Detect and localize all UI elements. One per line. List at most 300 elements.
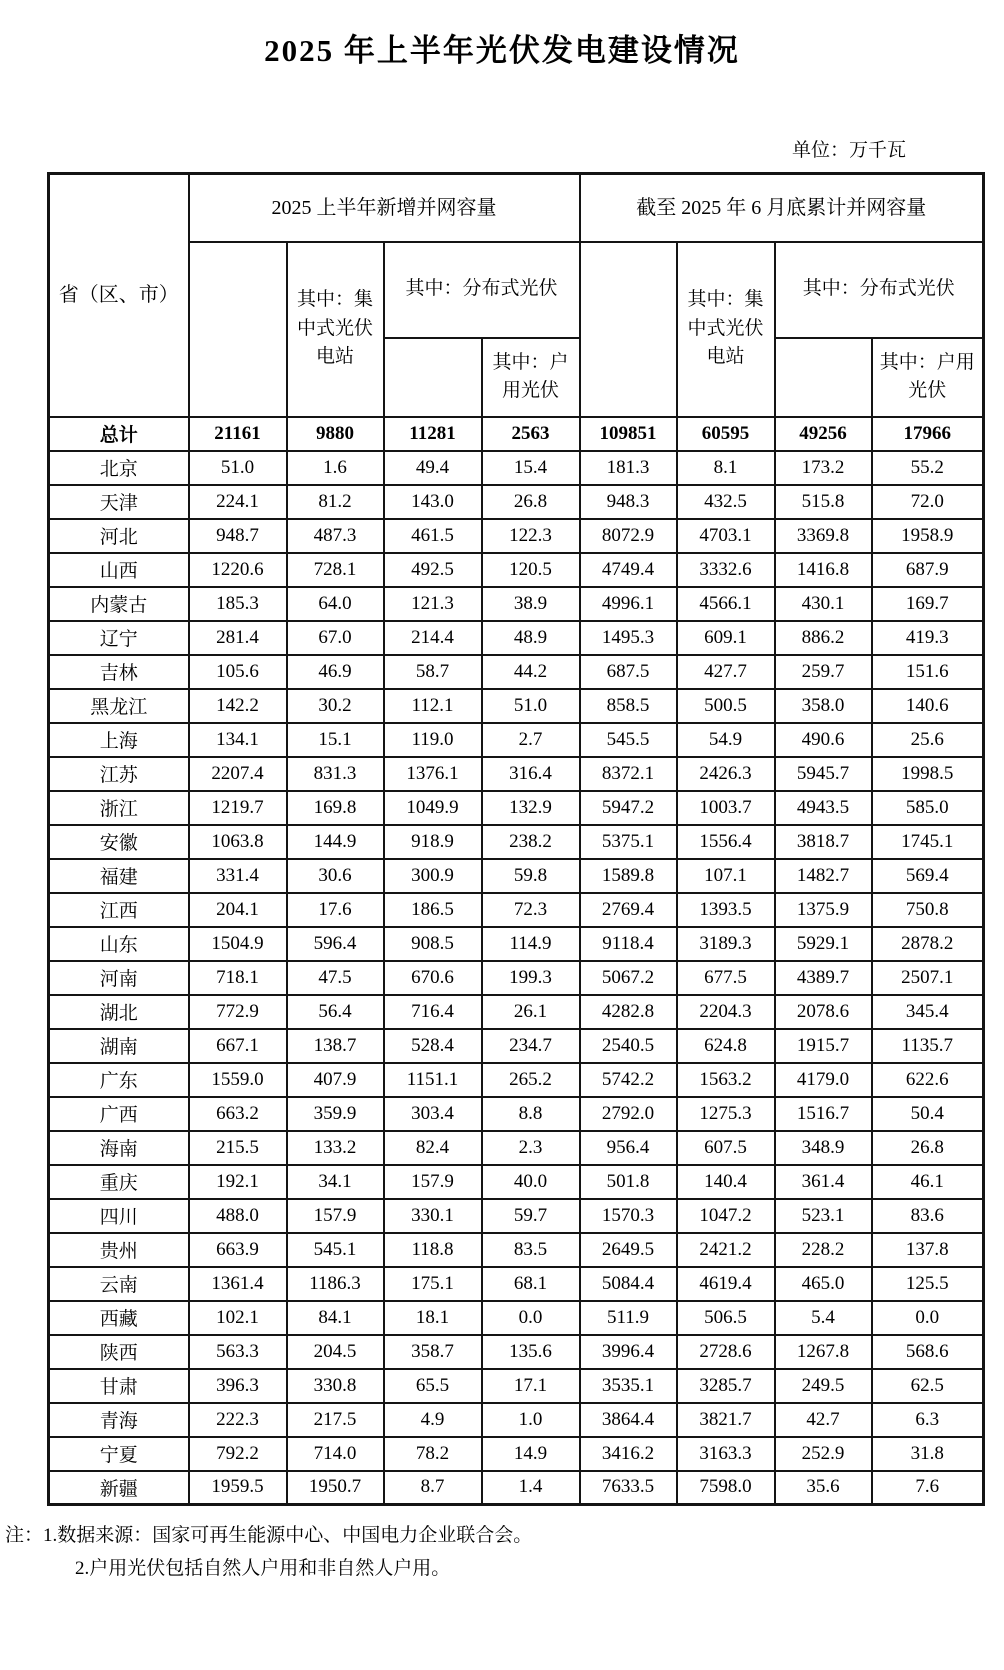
capacity-value: 54.9	[677, 723, 775, 757]
capacity-value: 1393.5	[677, 893, 775, 927]
province-label: 湖南	[49, 1029, 189, 1063]
province-label: 云南	[49, 1267, 189, 1301]
table-row	[49, 927, 984, 961]
capacity-value: 137.8	[872, 1233, 984, 1267]
subheader-new-centralized: 其中：集中式光伏电站	[287, 242, 384, 417]
capacity-value: 49256	[775, 417, 872, 451]
capacity-value: 361.4	[775, 1165, 872, 1199]
capacity-value: 663.2	[189, 1097, 287, 1131]
capacity-value: 105.6	[189, 655, 287, 689]
province-label: 山西	[49, 553, 189, 587]
capacity-value: 175.1	[384, 1267, 482, 1301]
capacity-value: 596.4	[287, 927, 384, 961]
capacity-value: 199.3	[482, 961, 580, 995]
capacity-value: 348.9	[775, 1131, 872, 1165]
capacity-value: 609.1	[677, 621, 775, 655]
capacity-value: 461.5	[384, 519, 482, 553]
blank-header-cum-total	[580, 242, 677, 417]
capacity-value: 112.1	[384, 689, 482, 723]
table-row	[49, 655, 984, 689]
capacity-value: 55.2	[872, 451, 984, 485]
province-label: 安徽	[49, 825, 189, 859]
table-row	[49, 1165, 984, 1199]
capacity-value: 31.8	[872, 1437, 984, 1471]
capacity-value: 72.3	[482, 893, 580, 927]
capacity-value: 1220.6	[189, 553, 287, 587]
capacity-value: 1186.3	[287, 1267, 384, 1301]
capacity-value: 330.1	[384, 1199, 482, 1233]
capacity-value: 21161	[189, 417, 287, 451]
capacity-value: 918.9	[384, 825, 482, 859]
capacity-value: 1063.8	[189, 825, 287, 859]
province-label: 甘肃	[49, 1369, 189, 1403]
capacity-value: 134.1	[189, 723, 287, 757]
capacity-value: 501.8	[580, 1165, 677, 1199]
capacity-value: 26.1	[482, 995, 580, 1029]
capacity-value: 7633.5	[580, 1471, 677, 1505]
capacity-value: 62.5	[872, 1369, 984, 1403]
capacity-value: 2507.1	[872, 961, 984, 995]
capacity-value: 9118.4	[580, 927, 677, 961]
capacity-value: 677.5	[677, 961, 775, 995]
capacity-value: 3818.7	[775, 825, 872, 859]
province-label: 浙江	[49, 791, 189, 825]
table-row	[49, 1267, 984, 1301]
capacity-value: 169.7	[872, 587, 984, 621]
capacity-value: 67.0	[287, 621, 384, 655]
capacity-value: 11281	[384, 417, 482, 451]
capacity-value: 718.1	[189, 961, 287, 995]
capacity-value: 109851	[580, 417, 677, 451]
capacity-value: 222.3	[189, 1403, 287, 1437]
capacity-value: 281.4	[189, 621, 287, 655]
province-label: 上海	[49, 723, 189, 757]
capacity-value: 8072.9	[580, 519, 677, 553]
table-row	[49, 587, 984, 621]
capacity-value: 121.3	[384, 587, 482, 621]
capacity-value: 5.4	[775, 1301, 872, 1335]
capacity-value: 186.5	[384, 893, 482, 927]
capacity-value: 687.5	[580, 655, 677, 689]
capacity-value: 192.1	[189, 1165, 287, 1199]
capacity-value: 831.3	[287, 757, 384, 791]
capacity-value: 358.0	[775, 689, 872, 723]
capacity-value: 3996.4	[580, 1335, 677, 1369]
table-row	[49, 961, 984, 995]
capacity-value: 30.6	[287, 859, 384, 893]
subheader-new-household: 其中：户用光伏	[482, 338, 580, 417]
subheader-new-distributed: 其中：分布式光伏	[384, 242, 580, 338]
capacity-value: 3163.3	[677, 1437, 775, 1471]
capacity-value: 523.1	[775, 1199, 872, 1233]
capacity-value: 249.5	[775, 1369, 872, 1403]
table-row	[49, 723, 984, 757]
capacity-value: 107.1	[677, 859, 775, 893]
capacity-value: 407.9	[287, 1063, 384, 1097]
capacity-value: 515.8	[775, 485, 872, 519]
capacity-value: 3535.1	[580, 1369, 677, 1403]
capacity-value: 500.5	[677, 689, 775, 723]
capacity-value: 908.5	[384, 927, 482, 961]
capacity-value: 2769.4	[580, 893, 677, 927]
capacity-value: 1563.2	[677, 1063, 775, 1097]
capacity-value: 1495.3	[580, 621, 677, 655]
capacity-value: 4389.7	[775, 961, 872, 995]
province-label: 湖北	[49, 995, 189, 1029]
capacity-value: 7.6	[872, 1471, 984, 1505]
table-row	[49, 1233, 984, 1267]
capacity-value: 300.9	[384, 859, 482, 893]
capacity-value: 42.7	[775, 1403, 872, 1437]
capacity-value: 26.8	[482, 485, 580, 519]
capacity-value: 359.9	[287, 1097, 384, 1131]
capacity-value: 140.6	[872, 689, 984, 723]
table-row	[49, 451, 984, 485]
capacity-value: 5947.2	[580, 791, 677, 825]
capacity-value: 716.4	[384, 995, 482, 1029]
province-label: 天津	[49, 485, 189, 519]
corner-header-province: 省（区、市）	[49, 173, 189, 417]
table-row	[49, 1437, 984, 1471]
capacity-value: 427.7	[677, 655, 775, 689]
capacity-value: 545.5	[580, 723, 677, 757]
province-label: 黑龙江	[49, 689, 189, 723]
capacity-value: 204.1	[189, 893, 287, 927]
table-row	[49, 1369, 984, 1403]
province-label: 福建	[49, 859, 189, 893]
capacity-value: 169.8	[287, 791, 384, 825]
table-row	[49, 893, 984, 927]
capacity-value: 17966	[872, 417, 984, 451]
capacity-value: 4179.0	[775, 1063, 872, 1097]
province-label: 青海	[49, 1403, 189, 1437]
table-body	[49, 417, 984, 1505]
capacity-value: 82.4	[384, 1131, 482, 1165]
province-label: 海南	[49, 1131, 189, 1165]
capacity-value: 215.5	[189, 1131, 287, 1165]
capacity-value: 1151.1	[384, 1063, 482, 1097]
capacity-value: 4943.5	[775, 791, 872, 825]
capacity-value: 49.4	[384, 451, 482, 485]
capacity-value: 2426.3	[677, 757, 775, 791]
table-row	[49, 689, 984, 723]
capacity-value: 181.3	[580, 451, 677, 485]
capacity-value: 563.3	[189, 1335, 287, 1369]
capacity-value: 303.4	[384, 1097, 482, 1131]
capacity-value: 4749.4	[580, 553, 677, 587]
province-label: 贵州	[49, 1233, 189, 1267]
capacity-value: 506.5	[677, 1301, 775, 1335]
capacity-value: 3332.6	[677, 553, 775, 587]
capacity-value: 40.0	[482, 1165, 580, 1199]
capacity-value: 1.4	[482, 1471, 580, 1505]
capacity-value: 1049.9	[384, 791, 482, 825]
capacity-value: 663.9	[189, 1233, 287, 1267]
capacity-value: 585.0	[872, 791, 984, 825]
capacity-value: 81.2	[287, 485, 384, 519]
capacity-value: 487.3	[287, 519, 384, 553]
capacity-value: 492.5	[384, 553, 482, 587]
capacity-value: 345.4	[872, 995, 984, 1029]
capacity-value: 714.0	[287, 1437, 384, 1471]
capacity-value: 35.6	[775, 1471, 872, 1505]
capacity-value: 1482.7	[775, 859, 872, 893]
capacity-value: 2.7	[482, 723, 580, 757]
capacity-value: 7598.0	[677, 1471, 775, 1505]
capacity-value: 956.4	[580, 1131, 677, 1165]
capacity-value: 65.5	[384, 1369, 482, 1403]
table-row	[49, 825, 984, 859]
capacity-value: 622.6	[872, 1063, 984, 1097]
capacity-value: 46.9	[287, 655, 384, 689]
capacity-value: 8.1	[677, 451, 775, 485]
capacity-value: 886.2	[775, 621, 872, 655]
province-label: 西藏	[49, 1301, 189, 1335]
capacity-value: 2728.6	[677, 1335, 775, 1369]
blank-header-new-total	[189, 242, 287, 417]
capacity-value: 214.4	[384, 621, 482, 655]
capacity-value: 1416.8	[775, 553, 872, 587]
note-source: 注：1.数据来源：国家可再生能源中心、中国电力企业联合会。	[5, 1525, 533, 1547]
capacity-value: 58.7	[384, 655, 482, 689]
table-row	[49, 1063, 984, 1097]
capacity-value: 1559.0	[189, 1063, 287, 1097]
table-row	[49, 791, 984, 825]
capacity-value: 1958.9	[872, 519, 984, 553]
capacity-value: 224.1	[189, 485, 287, 519]
capacity-value: 185.3	[189, 587, 287, 621]
capacity-value: 545.1	[287, 1233, 384, 1267]
capacity-value: 157.9	[384, 1165, 482, 1199]
capacity-value: 122.3	[482, 519, 580, 553]
capacity-value: 1375.9	[775, 893, 872, 927]
capacity-value: 488.0	[189, 1199, 287, 1233]
page-title: 2025 年上半年光伏发电建设情况	[264, 33, 740, 68]
capacity-value: 1959.5	[189, 1471, 287, 1505]
capacity-value: 1556.4	[677, 825, 775, 859]
capacity-value: 2078.6	[775, 995, 872, 1029]
capacity-value: 4996.1	[580, 587, 677, 621]
province-label: 江西	[49, 893, 189, 927]
province-label: 内蒙古	[49, 587, 189, 621]
capacity-value: 948.7	[189, 519, 287, 553]
capacity-value: 568.6	[872, 1335, 984, 1369]
capacity-value: 17.1	[482, 1369, 580, 1403]
capacity-value: 569.4	[872, 859, 984, 893]
table-row	[49, 485, 984, 519]
capacity-value: 157.9	[287, 1199, 384, 1233]
subheader-cum-distributed: 其中：分布式光伏	[775, 242, 984, 338]
capacity-value: 948.3	[580, 485, 677, 519]
capacity-value: 144.9	[287, 825, 384, 859]
capacity-value: 72.0	[872, 485, 984, 519]
capacity-value: 125.5	[872, 1267, 984, 1301]
note-household-definition: 2.户用光伏包括自然人户用和非自然人户用。	[75, 1558, 451, 1580]
capacity-value: 490.6	[775, 723, 872, 757]
capacity-value: 114.9	[482, 927, 580, 961]
capacity-value: 14.9	[482, 1437, 580, 1471]
province-label: 广西	[49, 1097, 189, 1131]
capacity-value: 234.7	[482, 1029, 580, 1063]
capacity-value: 228.2	[775, 1233, 872, 1267]
capacity-value: 1219.7	[189, 791, 287, 825]
table-row	[49, 1097, 984, 1131]
table-row	[49, 1335, 984, 1369]
capacity-value: 3821.7	[677, 1403, 775, 1437]
capacity-value: 83.6	[872, 1199, 984, 1233]
capacity-value: 430.1	[775, 587, 872, 621]
capacity-value: 118.8	[384, 1233, 482, 1267]
capacity-value: 432.5	[677, 485, 775, 519]
capacity-value: 44.2	[482, 655, 580, 689]
table-row	[49, 757, 984, 791]
province-label: 河北	[49, 519, 189, 553]
capacity-value: 1361.4	[189, 1267, 287, 1301]
province-label: 辽宁	[49, 621, 189, 655]
capacity-value: 1570.3	[580, 1199, 677, 1233]
capacity-value: 2563	[482, 417, 580, 451]
capacity-value: 5375.1	[580, 825, 677, 859]
province-label: 山东	[49, 927, 189, 961]
province-label: 宁夏	[49, 1437, 189, 1471]
capacity-value: 792.2	[189, 1437, 287, 1471]
group-header-cumulative-capacity: 截至 2025 年 6 月底累计并网容量	[580, 173, 984, 242]
table-row	[49, 621, 984, 655]
capacity-value: 1003.7	[677, 791, 775, 825]
capacity-value: 528.4	[384, 1029, 482, 1063]
capacity-value: 330.8	[287, 1369, 384, 1403]
capacity-value: 30.2	[287, 689, 384, 723]
capacity-value: 396.3	[189, 1369, 287, 1403]
capacity-value: 64.0	[287, 587, 384, 621]
capacity-value: 4566.1	[677, 587, 775, 621]
capacity-value: 670.6	[384, 961, 482, 995]
province-label: 四川	[49, 1199, 189, 1233]
capacity-value: 2649.5	[580, 1233, 677, 1267]
table-row	[49, 1403, 984, 1437]
capacity-value: 265.2	[482, 1063, 580, 1097]
capacity-value: 858.5	[580, 689, 677, 723]
province-label: 广东	[49, 1063, 189, 1097]
capacity-value: 1.6	[287, 451, 384, 485]
capacity-value: 6.3	[872, 1403, 984, 1437]
capacity-value: 1.0	[482, 1403, 580, 1437]
province-label: 吉林	[49, 655, 189, 689]
capacity-value: 18.1	[384, 1301, 482, 1335]
table-row	[49, 1471, 984, 1505]
capacity-value: 4703.1	[677, 519, 775, 553]
capacity-value: 331.4	[189, 859, 287, 893]
capacity-value: 17.6	[287, 893, 384, 927]
capacity-value: 83.5	[482, 1233, 580, 1267]
subheader-cum-household: 其中：户用光伏	[872, 338, 984, 417]
capacity-value: 316.4	[482, 757, 580, 791]
capacity-value: 465.0	[775, 1267, 872, 1301]
capacity-value: 5742.2	[580, 1063, 677, 1097]
capacity-value: 47.5	[287, 961, 384, 995]
blank-header-new-distributed	[384, 338, 482, 417]
capacity-value: 217.5	[287, 1403, 384, 1437]
capacity-value: 687.9	[872, 553, 984, 587]
capacity-value: 728.1	[287, 553, 384, 587]
capacity-value: 26.8	[872, 1131, 984, 1165]
capacity-value: 60595	[677, 417, 775, 451]
capacity-value: 143.0	[384, 485, 482, 519]
capacity-value: 84.1	[287, 1301, 384, 1335]
total-row	[49, 417, 984, 451]
capacity-value: 0.0	[872, 1301, 984, 1335]
capacity-value: 34.1	[287, 1165, 384, 1199]
capacity-value: 5067.2	[580, 961, 677, 995]
province-label: 河南	[49, 961, 189, 995]
capacity-value: 9880	[287, 417, 384, 451]
capacity-value: 59.7	[482, 1199, 580, 1233]
capacity-value: 102.1	[189, 1301, 287, 1335]
province-label: 江苏	[49, 757, 189, 791]
capacity-value: 1135.7	[872, 1029, 984, 1063]
capacity-value: 5945.7	[775, 757, 872, 791]
capacity-value: 252.9	[775, 1437, 872, 1471]
capacity-value: 3285.7	[677, 1369, 775, 1403]
capacity-value: 3189.3	[677, 927, 775, 961]
capacity-value: 2204.3	[677, 995, 775, 1029]
capacity-value: 25.6	[872, 723, 984, 757]
province-label: 北京	[49, 451, 189, 485]
table-row	[49, 553, 984, 587]
pv-capacity-table	[47, 172, 985, 1507]
table-row	[49, 519, 984, 553]
capacity-value: 259.7	[775, 655, 872, 689]
capacity-value: 15.1	[287, 723, 384, 757]
capacity-value: 2.3	[482, 1131, 580, 1165]
capacity-value: 607.5	[677, 1131, 775, 1165]
capacity-value: 4282.8	[580, 995, 677, 1029]
capacity-value: 1275.3	[677, 1097, 775, 1131]
capacity-value: 56.4	[287, 995, 384, 1029]
capacity-value: 3864.4	[580, 1403, 677, 1437]
total-row-label: 总计	[49, 417, 189, 451]
capacity-value: 142.2	[189, 689, 287, 723]
capacity-value: 8.8	[482, 1097, 580, 1131]
capacity-value: 238.2	[482, 825, 580, 859]
capacity-value: 132.9	[482, 791, 580, 825]
capacity-value: 1745.1	[872, 825, 984, 859]
capacity-value: 38.9	[482, 587, 580, 621]
capacity-value: 624.8	[677, 1029, 775, 1063]
capacity-value: 511.9	[580, 1301, 677, 1335]
subheader-cum-centralized: 其中：集中式光伏电站	[677, 242, 775, 417]
capacity-value: 419.3	[872, 621, 984, 655]
capacity-value: 68.1	[482, 1267, 580, 1301]
capacity-value: 51.0	[482, 689, 580, 723]
capacity-value: 1376.1	[384, 757, 482, 791]
capacity-value: 120.5	[482, 553, 580, 587]
capacity-value: 8372.1	[580, 757, 677, 791]
capacity-value: 140.4	[677, 1165, 775, 1199]
capacity-value: 2207.4	[189, 757, 287, 791]
capacity-value: 2792.0	[580, 1097, 677, 1131]
capacity-value: 1915.7	[775, 1029, 872, 1063]
capacity-value: 2540.5	[580, 1029, 677, 1063]
capacity-value: 358.7	[384, 1335, 482, 1369]
capacity-value: 4619.4	[677, 1267, 775, 1301]
table-row	[49, 995, 984, 1029]
capacity-value: 772.9	[189, 995, 287, 1029]
province-label: 新疆	[49, 1471, 189, 1505]
capacity-value: 46.1	[872, 1165, 984, 1199]
capacity-value: 667.1	[189, 1029, 287, 1063]
capacity-value: 173.2	[775, 451, 872, 485]
